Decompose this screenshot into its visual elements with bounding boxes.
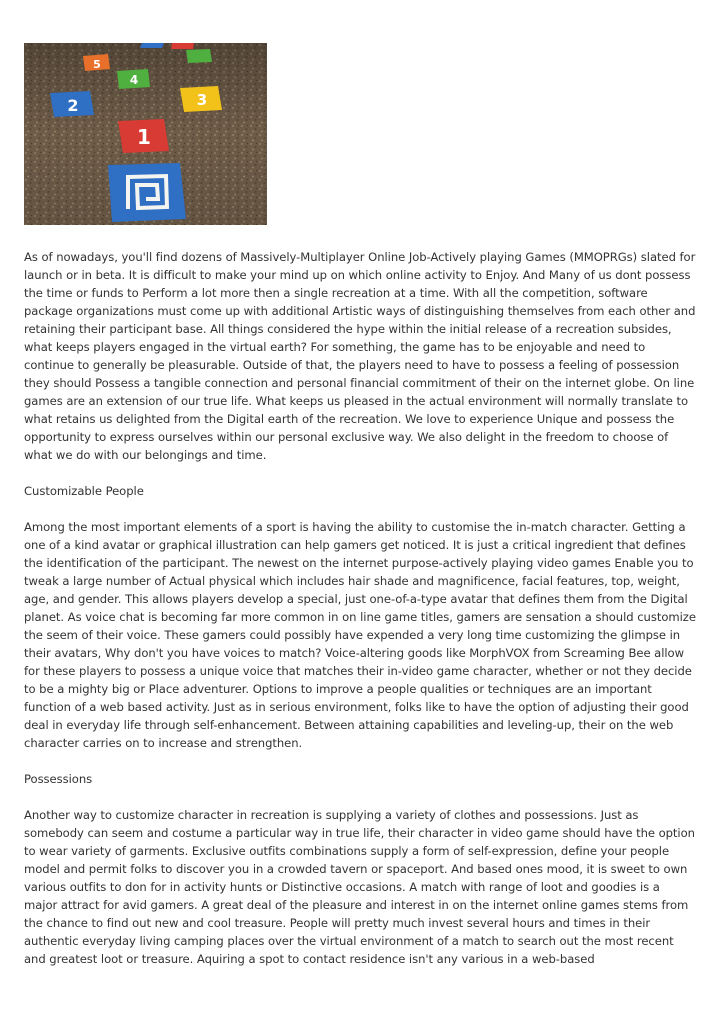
section-heading-customizable-people: Customizable People: [24, 484, 144, 498]
section-heading-possessions: Possessions: [24, 772, 93, 786]
tile-5: [83, 54, 110, 71]
svg-text:2: 2: [67, 96, 79, 115]
svg-text:5: 5: [93, 58, 101, 71]
svg-text:1: 1: [137, 125, 151, 149]
tile-4: [117, 69, 150, 89]
customizable-people-paragraph: Among the most important elements of a sport is having the ability to customise the in-match character. Getting a one of a kind avatar or graphical illustration can help gamers get noticed. It is just a critical ingredient that defines the identification of the participant. The newest on the internet purpose-actively playing video games Enable you to tweak a large number of Actual physical which includes hair shade and magnificence, facial features, top, weight, age, and gender. This allows players develop a special, just one-of-a-type avatar that defines them from the Digital planet. As voice chat is becoming far more common in on line game titles, gamers are sensation a should customize the seem of their voice. These gamers could possibly have expended a very long time customizing the glimpse in their avatars, Why don't you have voices to match? Voice-altering goods like MorphVOX from Screaming Bee allow for these players to possess a unique voice that matches their in-video game character, whether or not they decide to be a mighty big or Place adventurer. Options to improve a people qualities or techniques are an important function of a web based activity. Just as in serious environment, folks like to have the option of adjusting their good deal in everyday life through self-enhancement. Between attaining capabilities and leveling-up, their on the web character carries on to increase and strengthen.: [24, 520, 696, 750]
tile-3: [180, 86, 222, 112]
svg-text:4: 4: [129, 73, 139, 87]
tile-2: [50, 91, 94, 117]
article-body: [24, 248, 696, 968]
tile-1: [118, 119, 169, 153]
spiral-tile: [108, 163, 186, 222]
possessions-paragraph: Another way to customize character in recreation is supplying a variety of clothes and possessions. Just as somebody can seem and costume a particular way in true life, their character in video game should have the option to wear variety of garments. Exclusive outfits combinations supply a form of self-expression, define your people model and permit folks to discover you in a crowded tavern or spaceport. And based ones mood, it is sweet to own various outfits to don for in activity hunts or Distinctive occasions. A match with range of loot and goodies is a major attract for avid gamers. A great deal of the pleasure and interest in on the internet online games stems from the chance to find out new and cool treasure. People will pretty much invest several hours and times in their authentic everyday living camping places over the virtual environment of a match to search out the most recent and greatest loot or treasure. Aquiring a spot to contact residence isn't any various in a web-based: [24, 808, 695, 966]
intro-paragraph: As of nowadays, you'll find dozens of Massively-Multiplayer Online Job-Actively playing Games (MMOPRGs) slated for launch or in beta. It is difficult to make your mind up on which online activity to Enjoy. And Many of us dont possess the time or funds to Perform a lot more then a single recreation at a time. With all the competition, software package organizations must come up with additional Artistic ways of distinguishing themselves from each other and retaining their participant base. All things considered the hype within the initial release of a recreation subsides, what keeps players engaged in the virtual earth? For something, the game has to be enjoyable and need to continue to generally be pleasurable. Outside of that, the players need to have to possess a feeling of possession they should Possess a tangible connection and personal financial commitment of their on the internet globe. On line games are an extension of our true life. What keeps us pleased in the actual environment will normally translate to what retains us delighted from the Digital earth of the recreation. We love to experience Unique and possess the opportunity to express ourselves within our personal exclusive way. We also delight in the freedom to choose of what we do with our belongings and time.: [24, 250, 696, 462]
hopscotch-photo: [24, 43, 267, 225]
svg-text:3: 3: [196, 91, 208, 109]
